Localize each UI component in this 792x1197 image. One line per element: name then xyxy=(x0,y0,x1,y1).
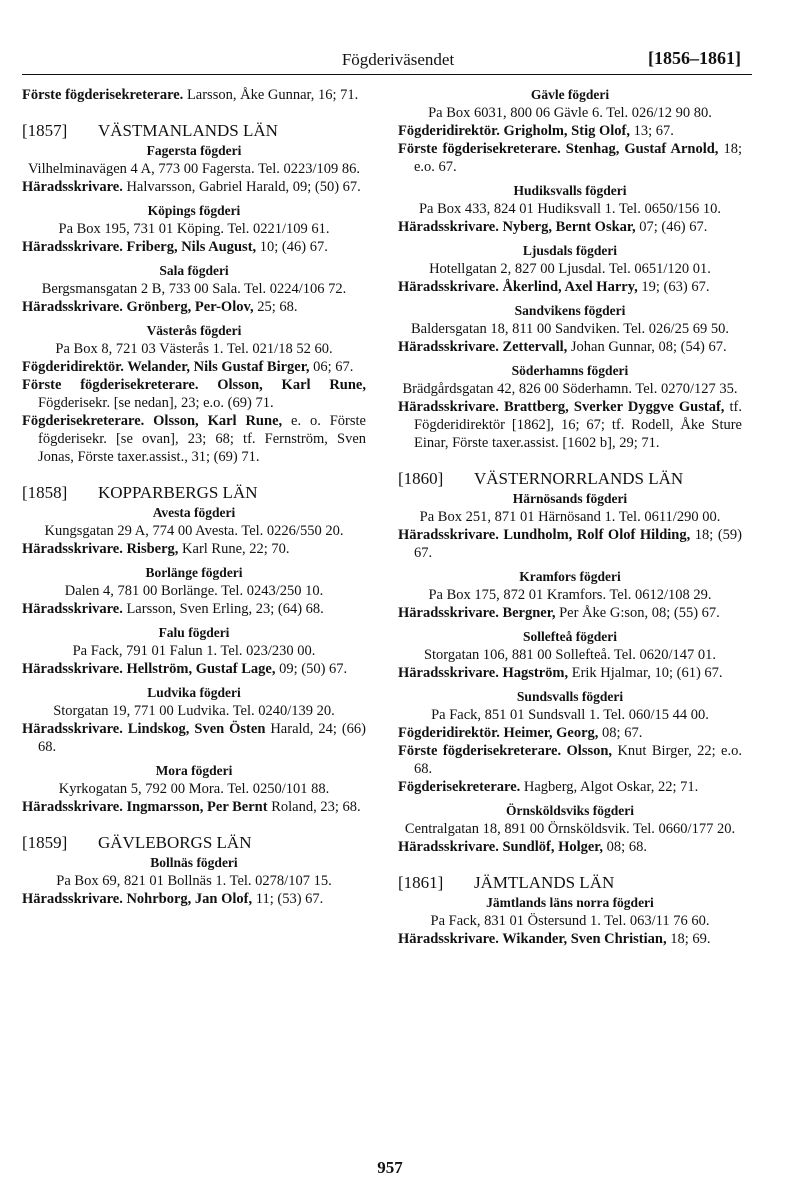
section-heading-1860: [1860] VÄSTERNORRLANDS LÄN xyxy=(398,469,684,488)
office-heading: Falu fögderi xyxy=(158,625,230,640)
office-address: Storgatan 106, 881 00 Sollefteå. Tel. 0620/147 01. xyxy=(423,647,717,663)
entry: Häradsskrivare. Hagström, Erik Hjalmar, 10; (61) 67. xyxy=(398,665,723,681)
office-heading: Sundsvalls fögderi xyxy=(516,689,624,704)
office-address: Pa Box 6031, 800 06 Gävle 6. Tel. 026/12 90 80. xyxy=(428,105,712,121)
entry: Häradsskrivare. Lindskog, Sven Östen Harald, 24; (66) 68. xyxy=(22,721,366,755)
office-address: Hotellgatan 2, 827 00 Ljusdal. Tel. 0651/120 01. xyxy=(429,261,711,277)
entry: Fögderisekreterare. Olsson, Karl Rune, e. o. Förste fögderisekr. [se ovan], 23; 68; tf. Fernström, Sven Jonas, Förste taxer.assist., 31; (69) 71. xyxy=(22,413,366,465)
right-column xyxy=(398,86,742,948)
section-heading-1861: [1861] JÄMTLANDS LÄN xyxy=(398,873,615,892)
section-range: [1856–1861] xyxy=(648,48,741,68)
entry: Häradsskrivare. Wikander, Sven Christian, 18; 69. xyxy=(398,931,711,947)
office-heading: Avesta fögderi xyxy=(152,505,236,520)
entry: Häradsskrivare. Larsson, Sven Erling, 23; (64) 68. xyxy=(22,601,324,617)
office-heading: Jämtlands läns norra fögderi xyxy=(486,895,654,910)
entry: Häradsskrivare. Hellström, Gustaf Lage, 09; (50) 67. xyxy=(22,661,348,677)
entry: Häradsskrivare. Bergner, Per Åke G:son, 08; (55) 67. xyxy=(398,605,720,621)
office-address: Baldersgatan 18, 811 00 Sandviken. Tel. 026/25 69 50. xyxy=(411,321,729,337)
office-address: Brädgårdsgatan 42, 826 00 Söderhamn. Tel. 0270/127 35. xyxy=(402,381,738,397)
office-address: Kyrkogatan 5, 792 00 Mora. Tel. 0250/101 88. xyxy=(58,781,330,797)
section-heading-1857: [1857] VÄSTMANLANDS LÄN xyxy=(22,121,278,140)
entry: Häradsskrivare. Zettervall, Johan Gunnar, 08; (54) 67. xyxy=(398,339,727,355)
office-address: Pa Box 175, 872 01 Kramfors. Tel. 0612/108 29. xyxy=(428,587,712,603)
office-address: Pa Fack, 791 01 Falun 1. Tel. 023/230 00. xyxy=(72,643,316,659)
office-heading: Härnösands fögderi xyxy=(512,491,628,506)
office-address: Bergsmansgatan 2 B, 733 00 Sala. Tel. 0224/106 72. xyxy=(41,281,347,297)
office-heading: Västerås fögderi xyxy=(146,323,242,338)
office-heading: Kramfors fögderi xyxy=(519,569,621,584)
left-column xyxy=(22,86,366,908)
entry: Häradsskrivare. Ingmarsson, Per Bernt Roland, 23; 68. xyxy=(22,799,361,815)
office-address: Pa Box 251, 871 01 Härnösand 1. Tel. 0611/290 00. xyxy=(419,509,721,525)
entry: Förste fögderisekreterare. Olsson, Knut Birger, 22; e.o. 68. xyxy=(398,743,742,777)
section-heading-1859: [1859] GÄVLEBORGS LÄN xyxy=(22,833,252,852)
office-address: Pa Box 195, 731 01 Köping. Tel. 0221/109 61. xyxy=(58,221,330,237)
office-heading: Köpings fögderi xyxy=(147,203,241,218)
entry: Fögderidirektör. Welander, Nils Gustaf Birger, 06; 67. xyxy=(22,359,354,375)
office-address: Pa Fack, 831 01 Östersund 1. Tel. 063/11 76 60. xyxy=(430,913,710,929)
office-address: Centralgatan 18, 891 00 Örnsköldsvik. Tel. 0660/177 20. xyxy=(404,821,736,837)
entry: Fögderidirektör. Heimer, Georg, 08; 67. xyxy=(398,725,643,741)
entry: Häradsskrivare. Brattberg, Sverker Dyggve Gustaf, tf. Fögderidirektör [1862], 16; 67; tf. Rodell, Åke Sture Einar, Förste taxer.assist. [1602 b], 29; 71. xyxy=(398,399,743,451)
entry: Häradsskrivare. Lundholm, Rolf Olof Hilding, 18; (59) 67. xyxy=(398,527,742,561)
office-heading: Gävle fögderi xyxy=(530,87,610,102)
entry: Häradsskrivare. Risberg, Karl Rune, 22; 70. xyxy=(22,541,290,557)
office-heading: Ludvika fögderi xyxy=(147,685,241,700)
office-heading: Mora fögderi xyxy=(155,763,233,778)
office-address: Pa Fack, 851 01 Sundsvall 1. Tel. 060/15 44 00. xyxy=(431,707,709,723)
office-address: Pa Box 8, 721 03 Västerås 1. Tel. 021/18 52 60. xyxy=(55,341,333,357)
office-heading: Sandvikens fögderi xyxy=(514,303,626,318)
entry: Förste fögderisekreterare. Stenhag, Gustaf Arnold, 18; e.o. 67. xyxy=(398,141,743,175)
section-heading-1858: [1858] KOPPARBERGS LÄN xyxy=(22,483,258,502)
office-heading: Fagersta fögderi xyxy=(146,143,242,158)
office-address: Pa Box 433, 824 01 Hudiksvall 1. Tel. 0650/156 10. xyxy=(418,201,721,217)
office-heading: Bollnäs fögderi xyxy=(150,855,238,870)
entry: Häradsskrivare. Grönberg, Per-Olov, 25; 68. xyxy=(22,299,298,315)
office-address: Vilhelminavägen 4 A, 773 00 Fagersta. Tel. 0223/109 86. xyxy=(27,161,361,177)
entry: Häradsskrivare. Nyberg, Bernt Oskar, 07; (46) 67. xyxy=(398,219,708,235)
office-heading: Hudiksvalls fögderi xyxy=(513,183,627,198)
entry: Fögderisekreterare. Hagberg, Algot Oskar, 22; 71. xyxy=(398,779,699,795)
office-heading: Sollefteå fögderi xyxy=(522,629,618,644)
entry: Förste fögderisekreterare. Olsson, Karl Rune, Fögderisekr. [se nedan], 23; e.o. (69) 71. xyxy=(22,377,366,411)
office-heading: Borlänge fögderi xyxy=(145,565,243,580)
office-address: Storgatan 19, 771 00 Ludvika. Tel. 0240/139 20. xyxy=(53,703,335,719)
office-address: Kungsgatan 29 A, 774 00 Avesta. Tel. 0226/550 20. xyxy=(44,523,344,539)
office-address: Pa Box 69, 821 01 Bollnäs 1. Tel. 0278/107 15. xyxy=(56,873,332,889)
running-title: Fögderiväsendet xyxy=(341,50,455,69)
entry: Fögderidirektör. Grigholm, Stig Olof, 13; 67. xyxy=(398,123,674,139)
entry: Häradsskrivare. Friberg, Nils August, 10; (46) 67. xyxy=(22,239,328,255)
office-heading: Sala fögderi xyxy=(159,263,229,278)
entry: Häradsskrivare. Halvarsson, Gabriel Harald, 09; (50) 67. xyxy=(22,179,361,195)
page-number: 957 xyxy=(377,1158,403,1177)
entry: Förste fögderisekreterare. Larsson, Åke Gunnar, 16; 71. xyxy=(22,87,359,103)
header-rule xyxy=(22,74,752,75)
entry: Häradsskrivare. Nohrborg, Jan Olof, 11; (53) 67. xyxy=(22,891,324,907)
office-address: Dalen 4, 781 00 Borlänge. Tel. 0243/250 10. xyxy=(64,583,324,599)
entry: Häradsskrivare. Åkerlind, Axel Harry, 19; (63) 67. xyxy=(398,279,710,295)
office-heading: Söderhamns fögderi xyxy=(511,363,629,378)
entry: Häradsskrivare. Sundlöf, Holger, 08; 68. xyxy=(398,839,647,855)
office-heading: Örnsköldsviks fögderi xyxy=(506,803,634,818)
office-heading: Ljusdals fögderi xyxy=(522,243,618,258)
